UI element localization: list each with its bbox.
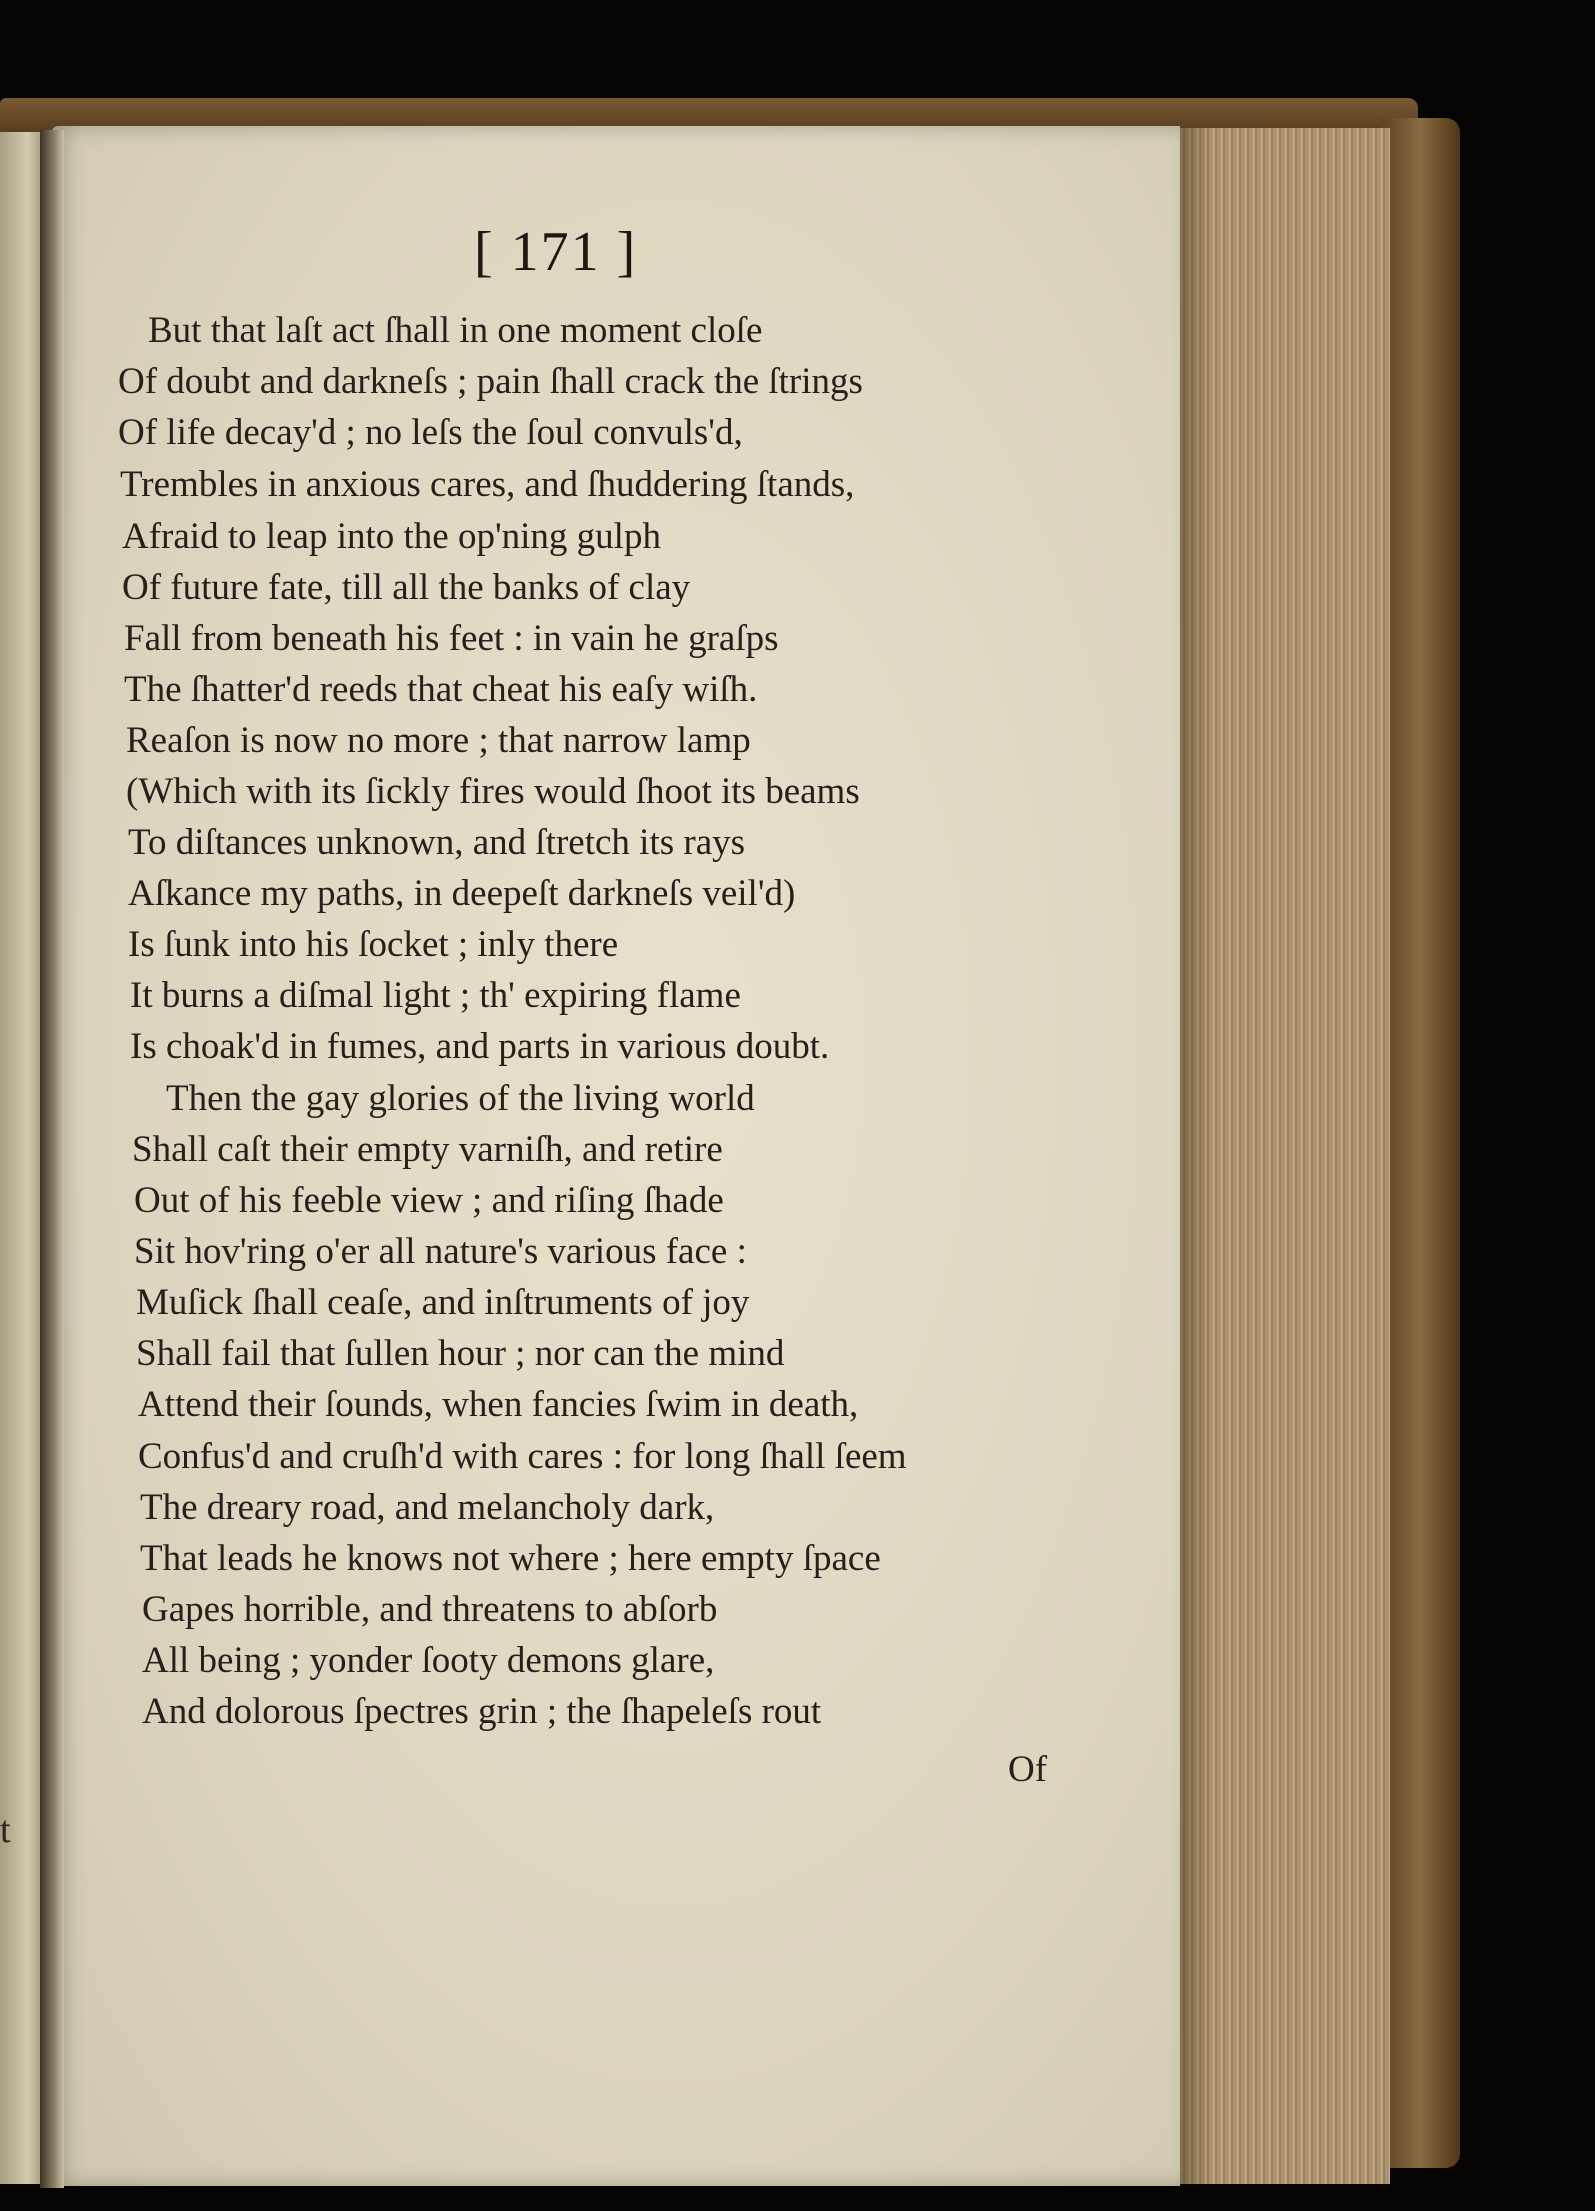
text-line: All being ; yonder ſooty demons glare, xyxy=(142,1640,715,1681)
text-line: Out of his feeble view ; and riſing ſhade xyxy=(134,1180,724,1221)
book-gutter xyxy=(40,130,64,2188)
text-line: Sit hov'ring o'er all nature's various face : xyxy=(134,1231,747,1272)
book-cover-right xyxy=(1380,118,1460,2168)
text-line: Gapes horrible, and threatens to abſorb xyxy=(142,1589,718,1630)
text-line: Reaſon is now no more ; that narrow lamp xyxy=(126,720,751,761)
text-line: Is choak'd in fumes, and parts in various doubt. xyxy=(130,1026,830,1067)
catchword: Of xyxy=(1008,1749,1048,1790)
page-number-header: [ 171 ] xyxy=(474,221,638,283)
text-line: Confus'd and cruſh'd with cares : for long ſhall ſeem xyxy=(138,1436,907,1477)
text-line: And dolorous ſpectres grin ; the ſhapeleſs rout xyxy=(142,1691,822,1732)
text-line: Of doubt and darkneſs ; pain ſhall crack the ſtrings xyxy=(118,361,863,402)
text-line: It burns a diſmal light ; th' expiring flame xyxy=(130,975,741,1016)
text-line: Trembles in anxious cares, and ſhuddering ſtands, xyxy=(120,464,855,505)
text-line: But that laſt act ſhall in one moment cloſe xyxy=(148,310,763,351)
text-line: Shall caſt their empty varniſh, and retire xyxy=(132,1129,723,1170)
left-page-fragment: t xyxy=(0,1809,11,1851)
text-line: The dreary road, and melancholy dark, xyxy=(140,1487,715,1528)
text-line: Shall fail that ſullen hour ; nor can the mind xyxy=(136,1333,785,1374)
text-line: Of life decay'd ; no leſs the ſoul convuls'd, xyxy=(118,412,743,453)
text-line: Then the gay glories of the living world xyxy=(166,1078,755,1119)
text-line: The ſhatter'd reeds that cheat his eaſy wiſh. xyxy=(124,669,758,710)
text-line: Of future fate, till all the banks of clay xyxy=(122,567,691,608)
text-line: Fall from beneath his feet : in vain he graſps xyxy=(124,618,779,659)
text-line: Is ſunk into his ſocket ; inly there xyxy=(128,924,619,965)
text-line: Attend their ſounds, when fancies ſwim in death, xyxy=(138,1384,859,1425)
text-line: That leads he knows not where ; here empty ſpace xyxy=(140,1538,881,1579)
text-line: To diſtances unknown, and ſtretch its rays xyxy=(128,822,746,863)
text-line: (Which with its ſickly fires would ſhoot its beams xyxy=(126,771,860,812)
text-line: Muſick ſhall ceaſe, and inſtruments of joy xyxy=(136,1282,750,1323)
text-line: Aſkance my paths, in deepeſt darkneſs veil'd) xyxy=(128,873,796,914)
text-line: Afraid to leap into the op'ning gulph xyxy=(122,516,661,557)
